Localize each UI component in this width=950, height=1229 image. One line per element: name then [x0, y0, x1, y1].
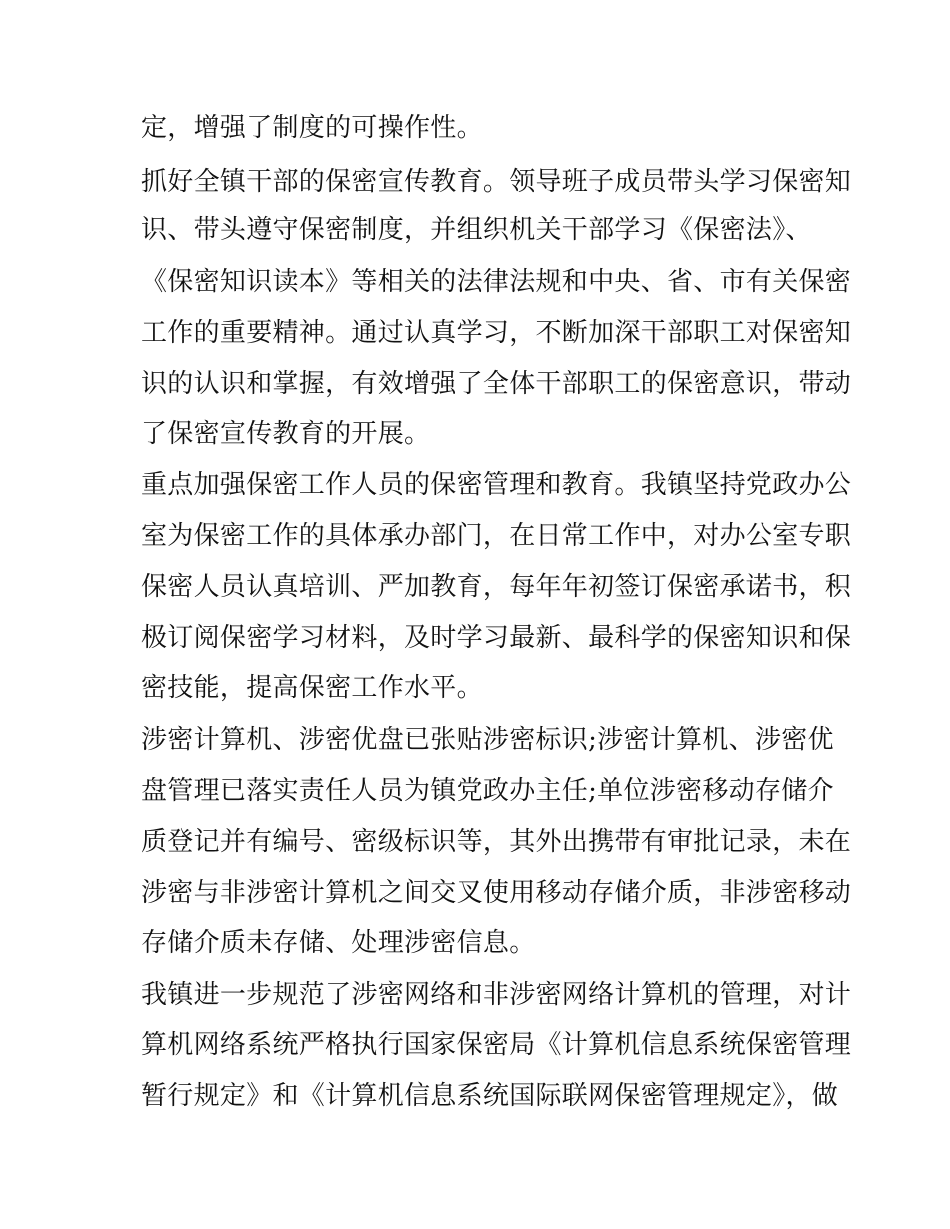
- text-line: 涉密计算机、涉密优盘已张贴涉密标识;涉密计算机、涉密优: [141, 725, 834, 755]
- text-line: 涉密与非涉密计算机之间交叉使用移动存储介质，非涉密移动: [141, 878, 852, 908]
- text-line: 抓好全镇干部的保密宣传教育。领导班子成员带头学习保密知: [141, 167, 852, 197]
- text-line: 《保密知识读本》等相关的法律法规和中央、省、市有关保密: [141, 267, 852, 297]
- text-line: 定，增强了制度的可操作性。: [141, 113, 483, 143]
- text-line: 室为保密工作的具体承办部门，在日常工作中，对办公室专职: [141, 521, 852, 551]
- text-line: 工作的重要精神。通过认真学习，不断加深干部职工对保密知: [141, 318, 852, 348]
- text-line: 密技能，提高保密工作水平。: [141, 673, 483, 703]
- text-line: 极订阅保密学习材料，及时学习最新、最科学的保密知识和保: [141, 623, 852, 653]
- text-line: 盘管理已落实责任人员为镇党政办主任;单位涉密移动存储介: [141, 776, 834, 806]
- text-line: 识的认识和掌握，有效增强了全体干部职工的保密意识，带动: [141, 369, 852, 399]
- text-line: 保密人员认真培训、严加教育，每年年初签订保密承诺书，积: [141, 572, 852, 602]
- text-line: 存储介质未存储、处理涉密信息。: [141, 928, 536, 958]
- text-line: 识、带头遵守保密制度，并组织机关干部学习《保密法》、: [141, 215, 812, 245]
- text-line: 暂行规定》和《计算机信息系统国际联网保密管理规定》，做: [141, 1081, 839, 1111]
- text-line: 算机网络系统严格执行国家保密局《计算机信息系统保密管理: [141, 1030, 852, 1060]
- text-line: 我镇进一步规范了涉密网络和非涉密网络计算机的管理，对计: [141, 980, 852, 1010]
- text-line: 了保密宣传教育的开展。: [141, 419, 431, 449]
- text-line: 重点加强保密工作人员的保密管理和教育。我镇坚持党政办公: [141, 470, 852, 500]
- text-line: 质登记并有编号、密级标识等，其外出携带有审批记录，未在: [141, 827, 852, 857]
